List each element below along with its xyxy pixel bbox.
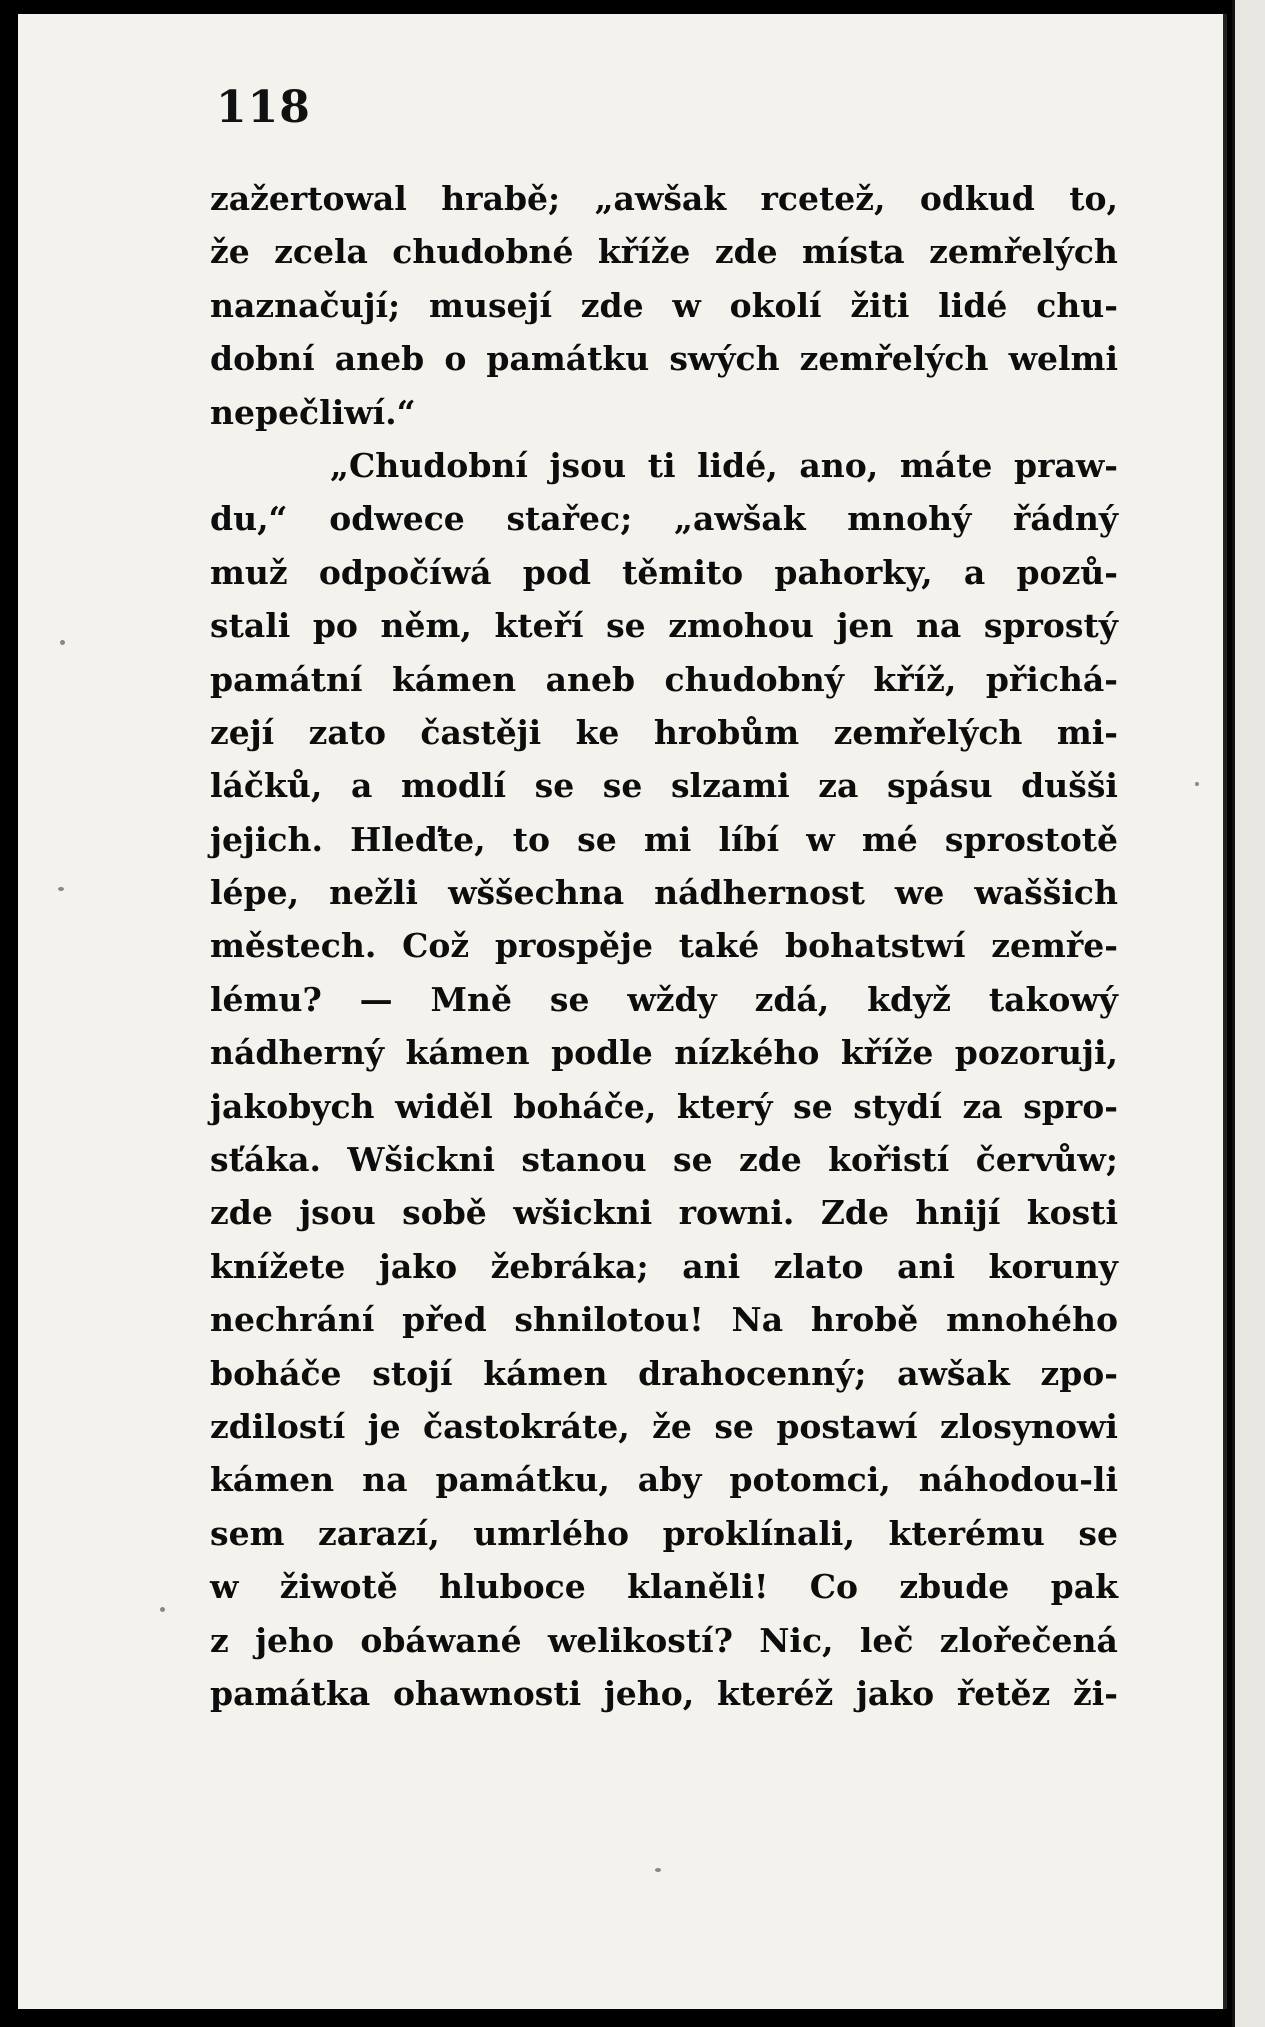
text-line: stali po něm, kteří se zmohou jen na sprostý <box>210 606 1118 646</box>
text-line: knížete jako žebráka; ani zlato ani koruny <box>210 1246 1118 1286</box>
paper-speck <box>655 1868 661 1872</box>
text-line: du,“ odwece stařec; „awšak mnohý řádný <box>210 499 1118 539</box>
text-line: sem zarazí, umrlého proklínali, kterému se <box>210 1513 1118 1553</box>
paper-speck <box>58 887 64 891</box>
body-text <box>210 172 1118 1720</box>
text-line: nepečliwí.“ <box>210 392 416 432</box>
text-line: zde jsou sobě wšickni rowni. Zde hnijí kosti <box>210 1193 1118 1233</box>
text-line: zdilostí je častokráte, že se postawí zlosynowi <box>210 1406 1118 1446</box>
text-line: zažertowal hrabě; „awšak rcetež, odkud to, <box>210 179 1118 218</box>
text-line: památní kámen aneb chudobný kříž, přichá- <box>210 659 1118 699</box>
text-line: jakobych widěl boháče, který se stydí za spro- <box>210 1086 1118 1126</box>
text-line: „Chudobní jsou ti lidé, ano, máte praw- <box>330 445 1118 485</box>
text-line: městech. Což prospěje také bohatstwí zemře- <box>210 926 1118 966</box>
text-line: naznačují; musejí zde w okolí žiti lidé chu- <box>210 285 1118 325</box>
text-line: láčků, a modlí se se slzami za spásu dušši <box>210 766 1118 806</box>
text-line: lému? — Mně se wždy zdá, když takowý <box>210 979 1118 1019</box>
text-line: dobní aneb o památku swých zemřelých welmi <box>210 339 1118 379</box>
text-line: muž odpočíwá pod těmito pahorky, a pozů- <box>210 552 1118 592</box>
paper-speck <box>1195 782 1199 786</box>
next-page-edge <box>1232 0 1265 2027</box>
text-line: nechrání před shnilotou! Na hrobě mnohého <box>210 1300 1118 1340</box>
text-line: sťáka. Wšickni stanou se zde kořistí červůw; <box>210 1140 1118 1180</box>
text-line: z jeho obáwané welikostí? Nic, leč zlořečená <box>210 1620 1118 1660</box>
text-line: kámen na památku, aby potomci, náhodou-li <box>210 1460 1118 1500</box>
page-number: 118 <box>216 82 311 133</box>
text-line: zejí zato častěji ke hrobům zemřelých mi- <box>210 712 1118 752</box>
text-line: nádherný kámen podle nízkého kříže pozoruji, <box>210 1033 1118 1073</box>
paper-speck <box>60 640 65 645</box>
text-line: jejich. Hleďte, to se mi líbí w mé sprostotě <box>210 819 1118 859</box>
paper-speck <box>160 1607 165 1612</box>
text-line: lépe, nežli wššechna nádhernost we waššich <box>210 873 1118 913</box>
text-line: w žiwotě hluboce klaněli! Co zbude pak <box>210 1567 1118 1607</box>
text-line: boháče stojí kámen drahocenný; awšak zpo- <box>210 1353 1118 1393</box>
text-line: že zcela chudobné kříže zde místa zemřelých <box>210 232 1118 272</box>
text-line: památka ohawnosti jeho, kteréž jako řetěz ži- <box>210 1673 1118 1713</box>
